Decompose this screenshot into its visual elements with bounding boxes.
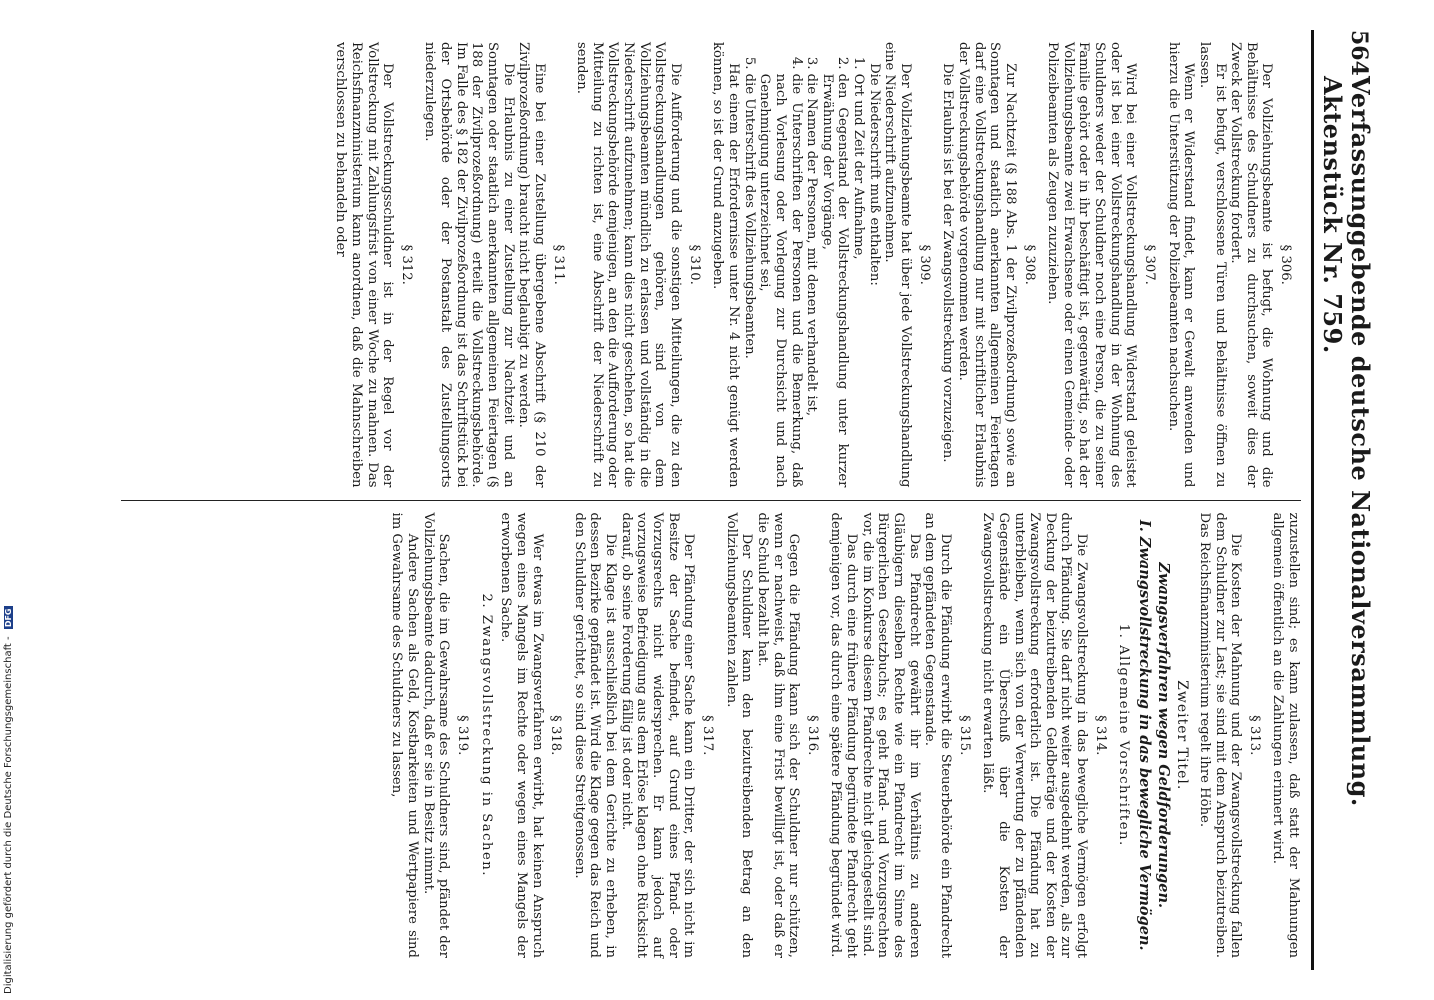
title-heading: Zwangsverfahren wegen Geldforderungen. <box>1154 562 1172 909</box>
dfg-logo: DFG <box>4 608 13 628</box>
paragraph: Er ist befugt, verschlossene Türen und Behältnisse öffnen zu lassen. <box>1196 42 1228 488</box>
subtitle-heading: I. Zwangsvollstreckung in das bewegliche Vermögen. <box>1135 519 1153 951</box>
paragraph: Hat einem der Erfordernisse unter Nr. 4 nicht genügt werden können, so ist der Grund anzugeben. <box>710 42 741 488</box>
left-column <box>121 30 1301 500</box>
paragraph: Die Erlaubnis zu einer Zustellung zur Nachtzeit und an Sonntagen oder staatlich anerkannten allgemeinen Feiertagen (§ 188 der Zivilprozeßordnung) erteilt die Vollstreckungsbehörde. Im Falle des § 182 der Zivilprozeßordnung ist das Schriftstück bei der Ortsbehörde oder der Postanstalt des Zustellungsorts niederzulegen. <box>422 42 516 488</box>
paragraph: Wird bei einer Vollstreckungshandlung Widerstand geleistet oder ist bei einer Vollstreckungshandlung in der Wohnung des Schuldners weder der Schuldner noch eine Person, die zu seiner Familie gehört oder in ihr beschäftigt ist, gegenwärtig, so hat der Vollziehungsbeamte zwei Erwachsene oder einen Gemeinde- oder Polizeibeamten als Zeugen zuzuziehen. <box>1045 42 1139 488</box>
paragraph: Die Kosten der Mahnung und der Zwangsvollstreckung fallen dem Schuldner zur Last; sie sind mit dem Anspruch beizutreiben. Das Reichsfinanzministerium regelt ihre Höhe. <box>1196 512 1244 958</box>
section-heading: § 310. <box>686 244 702 285</box>
subsection-heading: 2. Zwangsvollstreckung in Sachen. <box>478 593 494 877</box>
text-columns <box>121 30 1301 970</box>
digitization-note: Digitalisierung gefördert durch die Deutsche Forschungsgemeinschaft - <box>3 636 14 994</box>
right-column <box>121 501 1301 971</box>
page-number: 564 <box>1346 30 1372 76</box>
paragraph: Gegen die Pfändung kann sich der Schuldner nur schützen, wenn er nachweist, daß ihm eine Frist bewilligt ist, oder daß er die Schuld bezahlt hat. <box>754 512 802 958</box>
list-item: 5. die Unterschrift des Vollziehungsbeamten. <box>741 74 757 488</box>
paragraph: Die Aufforderung und die sonstigen Mitteilungen, die zu den Vollstreckungshandlungen gehören, sind von dem Vollziehungsbeamten mündlich zu erlassen und vollständig in die Niederschrift aufzunehmen; kann dies nicht geschehen, so hat die Vollstreckungsbehörde demjenigen, an den die Aufforderung oder Mitteilung zu richten ist, eine Abschrift der Niederschrift zu senden. <box>574 42 684 488</box>
paragraph: Eine bei einer Zustellung übergebene Abschrift (§ 210 der Zivilprozeßordnung) braucht nicht beglaubigt zu werden. <box>516 42 547 488</box>
running-head: Verfassunggebende deutsche Nationalversammlung. Aktenstück Nr. 759. <box>1317 75 1375 807</box>
page-header <box>1311 30 1374 970</box>
section-heading: § 314. <box>1092 715 1108 756</box>
list-item: 3. die Namen der Personen, mit denen verhandelt ist, <box>804 74 820 488</box>
paragraph: zuzustellen sind; es kann zulassen, daß statt der Mahnungen allgemein öffentlich an die Zahlungen erinnert wird. <box>1270 512 1302 958</box>
paragraph: Wer etwas im Zwangsverfahren erwirbt, hat keinen Anspruch wegen eines Mangels im Rechte oder wegen eines Mangels der erworbenen Sache. <box>498 512 545 958</box>
list-item: 1. Ort und Zeit der Aufnahme, <box>850 74 866 488</box>
paragraph: Der Vollziehungsbeamte ist befugt, die Wohnung und die Behältnisse des Schuldners zu durchsuchen, soweit dies der Zweck der Vollstreckung fordert. <box>1228 42 1275 488</box>
section-heading: § 306. <box>1278 244 1294 285</box>
requirements-list <box>741 42 866 488</box>
paragraph: Die Niederschrift muß enthalten: <box>866 63 882 286</box>
paragraph: Das durch eine frühere Pfändung begründete Pfandrecht geht demjenigen vor, das durch eine spätere Pfändung begründet wird. <box>828 512 860 958</box>
paragraph: Andere Sachen als Geld, Kostbarkeiten und Wertpapiere sind im Gewahrsame des Schuldners zu lassen, <box>389 512 421 958</box>
section-heading: § 311. <box>550 244 566 285</box>
paragraph: Durch die Pfändung erwirbt die Steuerbehörde ein Pfandrecht an dem gepfändeten Gegenstande. <box>922 512 953 958</box>
paragraph: Wenn er Widerstand findet, kann er Gewalt anwenden und hierzu die Unterstützung der Polizeibeamten nachsuchen. <box>1165 42 1197 488</box>
scanned-page <box>82 20 1382 980</box>
section-heading: § 307. <box>1142 244 1157 285</box>
paragraph: Der Pfändung einer Sache kann ein Dritter, der sich nicht im Besitze der Sache befindet, auf Grund eines Pfand- oder Vorzugsrechts nicht widersprechen. Er kann jedoch auf vorzugsweise Befriedigung aus dem Erlöse klagen ohne Rücksicht darauf, ob seine Forderung fällig ist oder nicht. <box>618 512 697 958</box>
section-heading: § 319. <box>455 715 471 756</box>
list-item: 2. den Gegenstand der Vollstreckungshandlung unter kurzer Erwähnung der Vorgänge, <box>819 74 850 488</box>
section-heading: § 313. <box>1246 715 1262 756</box>
section-heading: § 312. <box>398 244 414 285</box>
paragraph: Die Klage ist ausschließlich bei dem Gerichte zu erheben, in dessen Bezirke gepfändet ist. Wird die Klage gegen das Reich und den Schuldner gerichtet, so sind diese Streitgenossen. <box>571 512 619 958</box>
section-heading: § 318. <box>548 715 564 756</box>
title-label: Zweiter Titel. <box>1174 680 1191 791</box>
paragraph: Das Pfandrecht gewährt ihr im Verhältnis zu anderen Gläubigern dieselben Rechte wie ein Pfandrecht im Sinne des Bürgerlichen Gesetzbuchs; es geht Pfand- und Vorzugsrechten vor, die im Konkurse diesem Pfandrechte nicht gleichgestellt sind. <box>859 512 922 958</box>
paragraph: Der Vollstreckungsschuldner ist in der Regel vor der Vollstreckung mit Zahlungsfrist von einer Woche zu mahnen. Das Reichsfinanzministerium kann anordnen, daß die Mahnschreiben verschlossen zu behandeln oder <box>333 42 396 488</box>
digitization-footer <box>2 94 16 994</box>
paragraph: Sachen, die im Gewahrsame des Schuldners sind, pfändet der Vollziehungsbeamte dadurch, daß er sie in Besitz nimmt. <box>420 512 452 958</box>
paragraph: Die Zwangsvollstreckung in das bewegliche Vermögen erfolgt durch Pfändung. Sie darf nicht weiter ausgedehnt werden, als zur Deckung der beizutreibenden Geldbeträge und der Kosten der Zwangsvollstreckung erforderlich ist. Die Pfändung hat zu unterbleiben, wenn sich von der Verwertung der zu pfändenden Gegenstände ein Überschuß über die Kosten der Zwangsvollstreckung nicht erwarten läßt. <box>980 512 1090 958</box>
paragraph: Zur Nachtzeit (§ 188 Abs. 1 der Zivilprozeßordnung) sowie an Sonntagen und staatlich anerkannten allgemeinen Feiertagen darf eine Vollstreckungshandlung nur mit schriftlicher Erlaubnis der Vollstreckungsbehörde vorgenommen werden. <box>955 42 1018 488</box>
paragraph: Der Schuldner kann den beizutreibenden Betrag an den Vollziehungsbeamten zahlen. <box>723 512 755 958</box>
list-item: 4. die Unterschriften der Personen und die Bemerkung, daß nach Vorlesung oder Vorlegung zur Durchsicht und nach Genehmigung unterzeichnet sei, <box>757 74 804 488</box>
paragraph: Die Erlaubnis ist bei der Zwangsvollstreckung vorzuzeigen. <box>940 63 956 463</box>
subsection-heading: 1. Allgemeine Vorschriften. <box>1116 623 1132 847</box>
paragraph: Der Vollziehungsbeamte hat über jede Vollstreckungshandlung eine Niederschrift aufzunehmen. <box>882 42 914 488</box>
section-heading: § 315. <box>956 715 972 756</box>
section-heading: § 317. <box>699 715 715 756</box>
section-heading: § 308. <box>1021 244 1037 285</box>
section-heading: § 309. <box>916 244 932 285</box>
section-heading: § 316. <box>804 715 820 756</box>
